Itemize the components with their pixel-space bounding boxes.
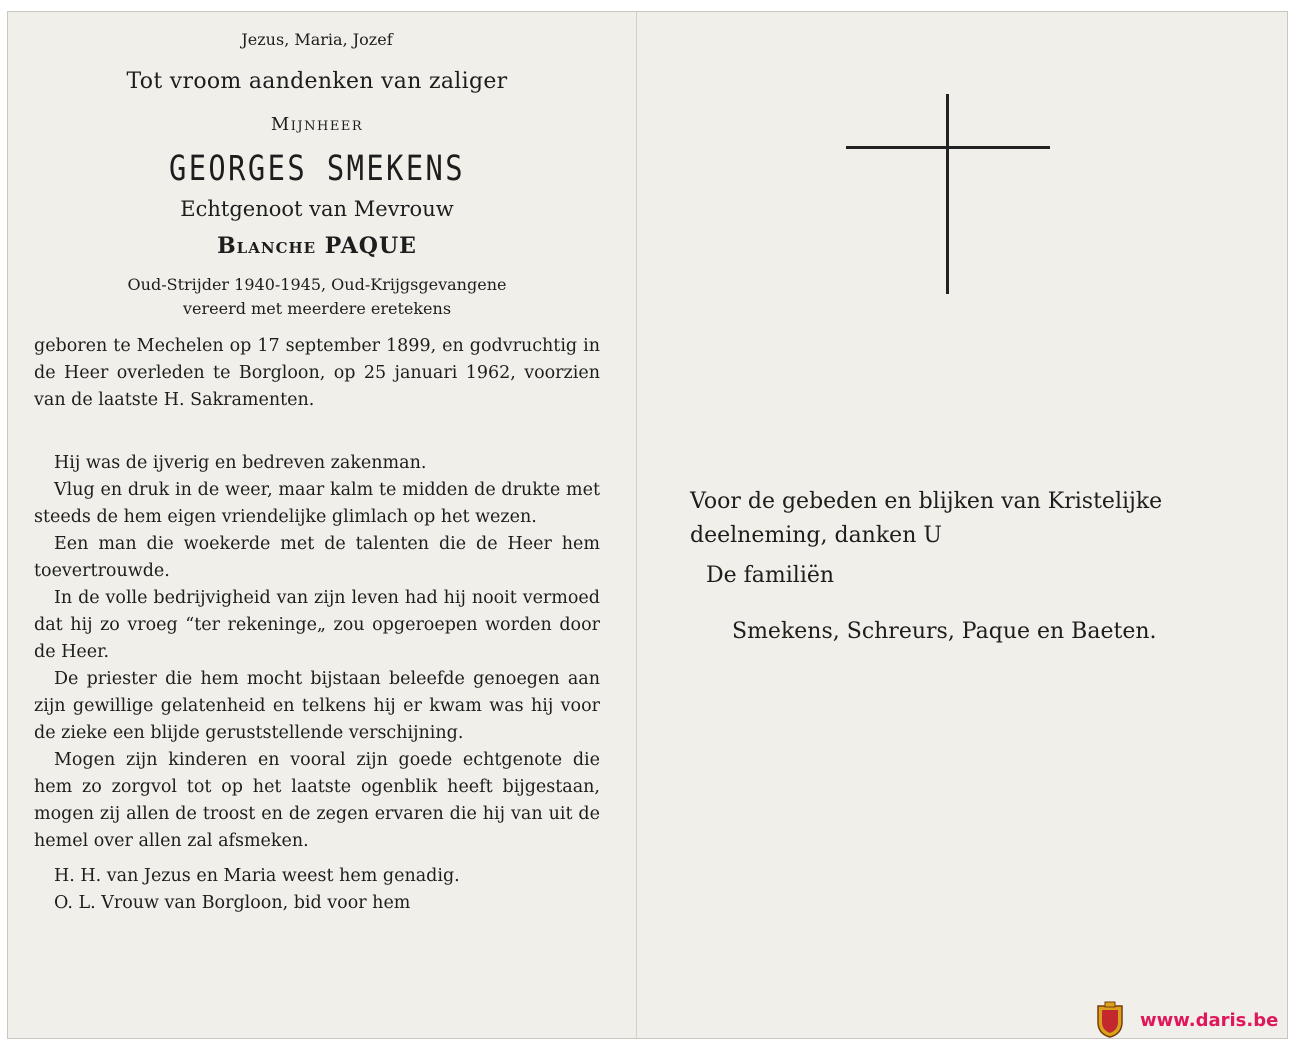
veteran-text: Oud-Strijder 1940-1945, Oud-Krijgsgevangene [127, 275, 507, 294]
prayer-line-1: H. H. van Jezus en Maria weest hem genadig. [54, 866, 460, 886]
eulogy-paragraph: Een man die woekerde met de talenten die de Heer hem toevertrouwde. [34, 534, 600, 581]
cross-icon-bar [846, 146, 1050, 149]
eulogy-paragraph: Hij was de ijverig en bedreven zakenman. [54, 453, 427, 473]
fold-line [636, 12, 637, 1038]
spouse-intro: Echtgenoot van Mevrouw [180, 197, 454, 221]
family-names: Smekens, Schreurs, Paque en Baeten. [732, 619, 1157, 644]
header-invocation: Jezus, Maria, Jozef [241, 30, 393, 49]
eulogy [34, 450, 600, 855]
cross-icon [946, 94, 949, 294]
eulogy-paragraph: Mogen zijn kinderen en vooral zijn goede echtgenote die hem zo zorgvol tot op het laatste ogenblik heeft bijgestaan, mogen zij allen de troost en de zegen ervaren die hij van uit de hemel over allen zal afsmeken. [34, 750, 600, 851]
eulogy-paragraph: In de volle bedrijvigheid van zijn leven had hij nooit vermoed dat hij zo vroeg “ter rekeninge„ zou opgeroepen worden door de Heer. [34, 588, 600, 662]
deceased-name: GEORGES SMEKENS [168, 149, 466, 189]
birth-death-text: geboren te Mechelen op 17 september 1899, en godvruchtig in de Heer overleden te Borgloon, op 25 januari 1962, voorzien van de laatste H. Sakramenten. [34, 336, 600, 410]
left-panel [34, 30, 600, 917]
tribute-line: Tot vroom aandenken van zaliger [126, 69, 508, 94]
honors-text: vereerd met meerdere eretekens [182, 299, 452, 318]
spouse-name: Blanche PAQUE [217, 233, 417, 259]
watermark-url[interactable]: www.daris.be [1140, 1010, 1279, 1031]
honorific: Mijnheer [270, 114, 364, 135]
prayers [34, 863, 600, 917]
daris-crest-icon [1096, 1000, 1124, 1038]
veteran-line [34, 273, 600, 321]
families-label: De familiën [706, 563, 835, 588]
eulogy-paragraph: Vlug en druk in de weer, maar kalm te midden de drukte met steeds de hem eigen vriendelijke glimlach op het wezen. [34, 480, 600, 527]
thanks-line: Voor de gebeden en blijken van Kristelijke deelneming, danken U [690, 489, 1163, 548]
prayer-line-2: O. L. Vrouw van Borgloon, bid voor hem [54, 893, 411, 913]
thanks-panel [690, 485, 1230, 649]
eulogy-paragraph: De priester die hem mocht bijstaan beleefde genoegen aan zijn gewillige gelatenheid en telkens hij er kwam was hij voor de zieke een blijde geruststellende verschijning. [34, 669, 600, 743]
